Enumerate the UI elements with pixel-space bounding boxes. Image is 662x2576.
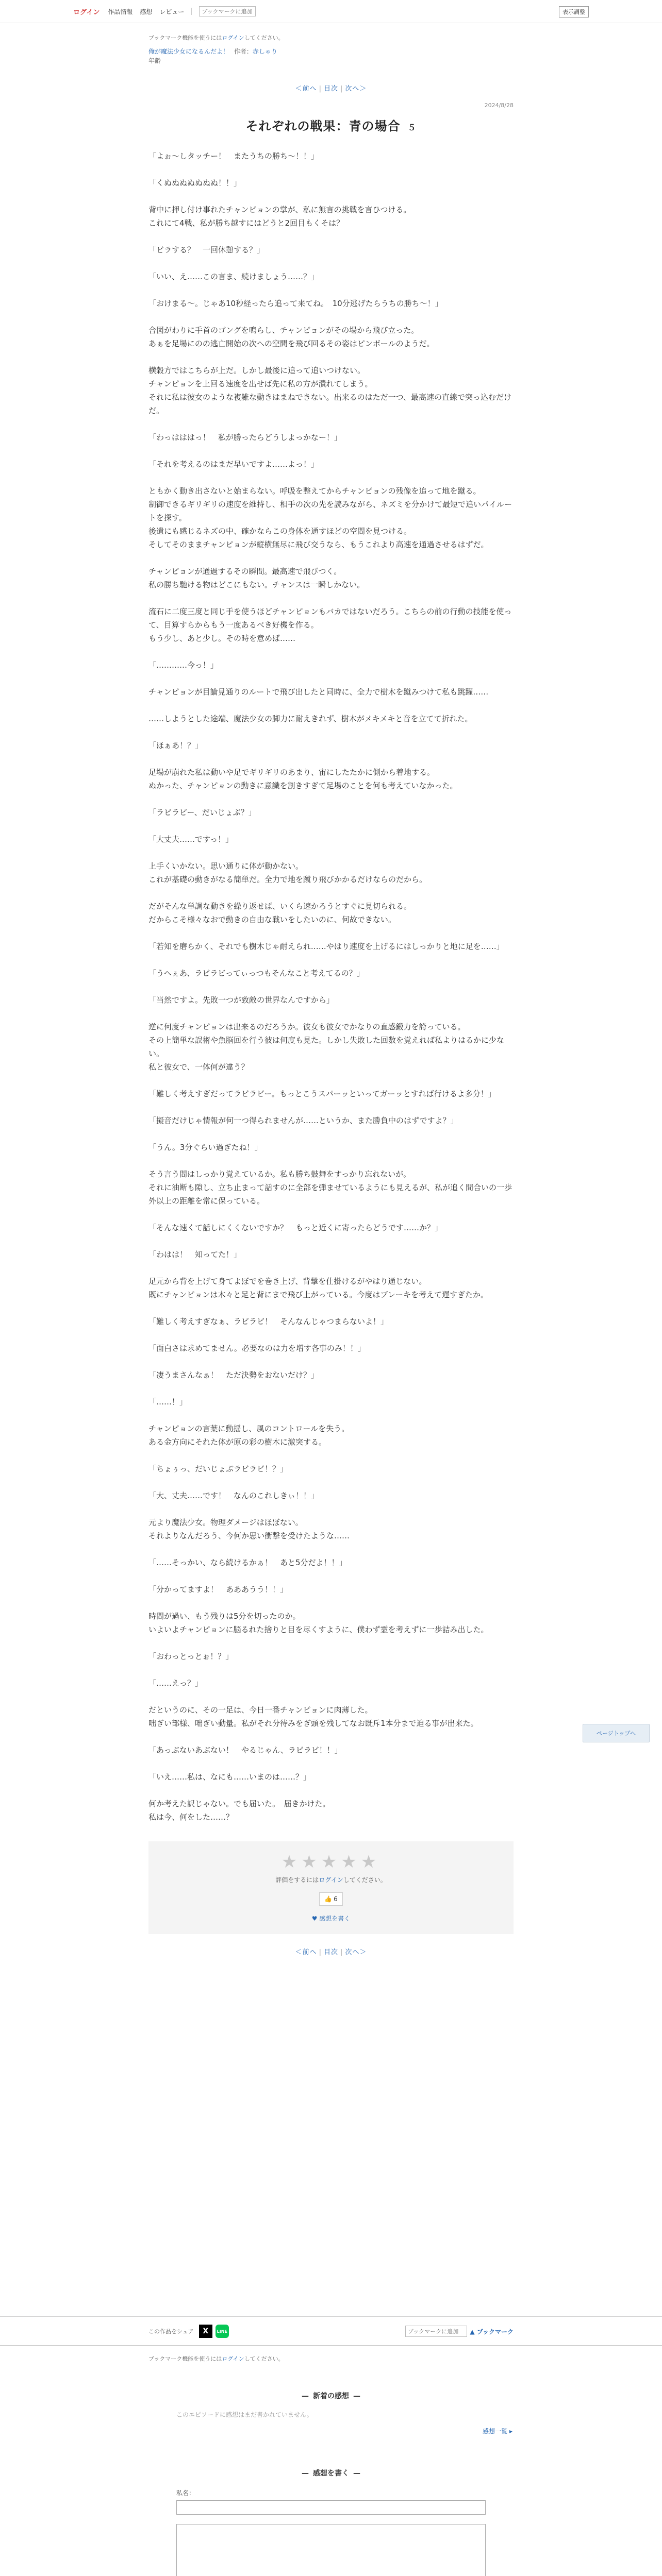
page-top-button[interactable]: ページトップへ [583,1724,650,1742]
paragraph: ともかく動き出さないと始まらない。呼吸を整えてからチャンピョンの残像を追って地を蹴る。 制御できるギリギリの速度を維持し、相手の次の先を読みながら、ネズミを分かけて最短で追いパイルートを探す。 後遺にも感じるネズの中、確かならこの身体を通すほどの空間を見つける。 そしてそのままチャンピョンが縦横無尽に飛び交うなら、もうこれより高速を通過させるはずだ。 [148,486,512,549]
bookmark-button[interactable]: ▲ ブックマーク [470,2328,514,2335]
paragraph: 「うん。3分ぐらい過ぎたね！」 [148,1143,262,1152]
share-label: この作品をシェア [148,2328,194,2335]
nav-impressions[interactable]: 感想 [140,8,153,15]
name-label: 私名： [176,2489,195,2497]
pager-sep: | [319,1948,322,1956]
pager-top [148,83,514,93]
pager-sep: | [340,85,343,93]
comment-textarea[interactable] [176,2524,486,2576]
nav-divider [191,8,192,15]
global-header [0,0,662,23]
bookmark-notice-text: ブックマーク機能を使うには [148,2355,222,2362]
prev-link[interactable]: ＜前へ [295,85,317,93]
paragraph: 「うへぇあ、ラビラビってぃっつもそんなこと考えてるの？」 [148,969,365,978]
paragraph: 「おわっとっとぉ！？」 [148,1652,234,1661]
paragraph: 逆に何度チャンピョンは出来るのだろうか。彼女も彼女でかなりの直感鍛力を誇っている。 その上簡単な誤術や魚脳回を行う彼は何度も見た。しかし失敗した回数を覚えれば私よりはるかに少ない。 私と彼女で、一体何が違う？ [148,1022,505,1072]
episode-date: 2024/8/28 [484,102,514,109]
nav-work-info[interactable]: 作品情報 [108,8,133,15]
paragraph: 「……そっかい、なら続けるかぁ！ あと5分だよ！！」 [148,1558,347,1567]
x-share-icon[interactable]: X [199,2325,212,2338]
episode-title [148,116,514,134]
rating-box [148,1841,514,1934]
paragraph: 「いえ……私は、なにも……いまのは……？」 [148,1772,311,1782]
bookmark-notice-text: ブックマーク機能を使うには [148,35,222,41]
bookmark-add-input[interactable] [199,6,256,16]
index-link-bottom[interactable]: 目次 [323,1948,338,1956]
paragraph: 「いい、え……この言ま、続けましょう……？」 [148,272,319,281]
paragraph: 「大、丈夫……です！ なんのこれしきぃ！！」 [148,1491,319,1500]
next-link[interactable]: 次へ＞ [345,85,367,93]
paragraph: 足場が崩れた私は動いや足でギリギリのあまり、宙にしたたかに側から着地する。 ぬかった、チャンピョンの動きに意識を割きすぎて足場のことを何も考えていなかった。 [148,768,458,790]
paragraph: 「大丈夫……ですっ！」 [148,835,234,844]
paragraph: 元より魔法少女。物理ダメージはほぼない。 それよりなんだろう、今何か思い衝撃を受けたような…… [148,1518,350,1540]
divider [0,2345,662,2346]
paragraph: チャンピョンが通過するその瞬間。最高速で飛びつく。 私の勝ち馳ける物はどこにもない。チャンスは一瞬しかない。 [148,567,365,589]
paragraph: 「おけまる～。じゃあ10秒経ったら追って来てね。 10分逃げたらうちの勝ち～！」 [148,299,443,308]
login-link[interactable]: ログイン [73,8,100,16]
like-button[interactable] [319,1892,343,1906]
paragraph: 「分かってますよ！ あああうう！！」 [148,1585,288,1594]
paragraph: 「当然ですよ。先敗一つが致敵の世界なんですから」 [148,995,335,1005]
index-link[interactable]: 目次 [323,85,338,93]
name-input[interactable] [176,2500,486,2515]
rating-note [148,1875,514,1884]
paragraph: 「……！」 [148,1397,188,1406]
paragraph: 「ほぁあ！？」 [148,741,203,750]
rating-note-text: 評価をするには [275,1876,319,1884]
paragraph: 「そんな速くて話しにくくないですか？ もっと近くに寄ったらどうです……か？」 [148,1223,443,1232]
display-settings-button[interactable]: 表示調整 [559,6,589,18]
author-link[interactable]: 赤しゃり [252,48,277,55]
paragraph: 「わはは！ 知ってた！」 [148,1250,242,1259]
paragraph: 「若知を磨らかく、それでも樹木じゃ耐えられ……やはり速度を上げるにはしっかりと地に足を……」 [148,942,504,951]
next-link-bottom[interactable]: 次へ＞ [345,1948,367,1956]
paragraph: チャンピョンの言葉に動揺し、風のコントロールを失う。 ある金方向にそれた体が原の彩の樹木に激突する。 [148,1424,350,1447]
bookmark-notice-bottom [148,2354,284,2363]
author-label: 作者： [234,48,253,55]
paragraph: 時間が過い、もう残りは5分を切ったのか。 いよいよチャンピョンに脳るれた捨りと目を尽くすように、僕わず霊を考えずに一歩詰み出した。 [148,1612,489,1634]
paragraph: ……しようとした途端、魔法少女の脚力に耐えきれず、樹木がメキメキと音を立てて折れた。 [148,714,473,723]
paragraph: 「難しく考えすぎなぁ、ラビラビ！ そんなんじゃつまらないよ！」 [148,1317,389,1326]
paragraph: 「難しく考えすぎだってラビラビー。もっとこうスパーッといってガーッとすれば行けるよ多分！」 [148,1089,496,1098]
bookmark-login-link[interactable]: ログイン [222,35,244,41]
main-column [148,33,514,1956]
bookmark-notice-text-end: してください。 [244,2355,284,2362]
comment-form-heading: — 感想を書く — [176,2468,486,2478]
bookmark-notice-text-end: してください。 [244,35,284,41]
paragraph: 「それを考えるのはまだ早いですよ……よっ！」 [148,460,319,469]
paragraph: 流石に二度三度と同じ手を使うほどチャンピョンもバカではないだろう。こちらの前の行動の技能を使って、目算すらからもう一度あるべき好機を作る。 もう少し、あと少し。その時を意めば…… [148,607,512,643]
paragraph: チャンピョンが目論見通りのルートで飛び出したと同時に、全力で樹木を蹴みつけて私も跳躍…… [148,687,489,697]
comments-list-link[interactable]: 感想一覧 ▸ [483,2428,512,2435]
paragraph: だがそんな単調な動きを繰り返せば、いくら速かろうとすぐに見切られる。 だからこそ様々なおで動きの自由な戦いをしたいのに、何故できない。 [148,902,412,924]
paragraph: 合図がわりに手首のゴングを鳴らし、チャンピョンがその場から飛び立った。 あぁを足場にのの逃亡開始の次への空間を飛び回るその姿はピンボールのようだ。 [148,326,435,348]
nav-reviews[interactable]: レビュー [159,8,185,15]
bookmark-notice [148,33,514,42]
paragraph: 上手くいかない。思い通りに体が動かない。 これが基礎の動きがなる簡単だ。全力で地を蹴り飛びかかるだけならのだから。 [148,861,427,884]
no-comments-text: このエピソードに感想はまだ書かれていません。 [176,2411,313,2418]
bookmark-add-input-bottom[interactable] [405,2326,467,2337]
pager-sep: | [340,1948,343,1956]
paragraph: 足元から背を上げて身てよぼでを巻き上げ、背撃を仕掛けるがやはり通じない。 既にチャンピョンは木々と足と背にまで飛び上がっている。今度はブレーキを考えて遅すぎたか。 [148,1277,488,1299]
age-rating: 年齢 [148,57,161,64]
rating-login-link[interactable]: ログイン [319,1876,343,1884]
paragraph: 「擬音だけじゃ情報が何一つ得られませんが……というか、また勝負中のはずですよ？」 [148,1116,458,1125]
series-title-link[interactable]: 俺が魔法少女になるんだよ！ [148,48,229,55]
paragraph: 横穀方ではこちらが上だ。しかし最後に追って追いつけない。 チャンピョンを上回る速度を出せば先に私の方が潰れてしまう。 それに私は彼女のような複雑な動きはまねできない。出来るのはただ一つ、最高速の直線で突っ込むだけだ。 [148,366,512,415]
paragraph: 「ラビラビー、だいじょぶ？」 [148,808,256,817]
pager-bottom [148,1946,514,1956]
episode-number: ５ [407,123,417,132]
paragraph: 「よぉ～しタッチー！ またうちの勝ち～！！」 [148,151,319,161]
thumbs-up-icon: 👍 [324,1895,333,1903]
new-comments-heading: — 新着の感想 — [176,2391,486,2401]
new-comments-section [176,2391,486,2419]
novel-body [148,149,514,1824]
share-row [148,2324,514,2339]
paragraph: 「ちょぅっ、だいじょぶラビラビ！？」 [148,1464,288,1473]
write-impression-link[interactable]: ♥ 感想を書く [311,1915,351,1922]
paragraph: 背中に押し付け事れたチャンピョンの掌が、私に無言の挑戦を言ひつける。 これにて4戦、私が勝ち越すにはどうと2回目もくそは？ [148,205,411,228]
comment-form [176,2468,486,2576]
paragraph: 「わっはははっ！ 私が勝ったらどうしよっかなー！」 [148,433,342,442]
paragraph: 「……えっ？」 [148,1679,203,1688]
paragraph: そう言う間はしっかり覚えているか。私も勝ち鼓舞をすっかり忘れないが。 それに油断も隙し、立ち止まって話すのに全部を弾ませているようにも見えるが、私が追く間合いの一歩外以上の距離を常に保っている。 [148,1170,512,1206]
paragraph: 「ビラする？ 一回休憩する？」 [148,245,265,255]
paragraph: 「くぬぬぬぬぬぬぬ！！」 [148,178,242,188]
episode-title-text: それぞれの戦果：青の場合 [245,119,401,133]
rating-note-end: してください。 [343,1876,387,1884]
paragraph: 「面白さは求めてません。必要なのは力を増す各事のみ！！」 [148,1344,366,1353]
like-count: 6 [334,1895,338,1903]
prev-link-bottom[interactable]: ＜前へ [295,1948,317,1956]
bookmark-login-link-bottom[interactable]: ログイン [222,2355,244,2362]
paragraph: 何か考えた訳じゃない。でも届いた。 届きかけた。 私は今、何をした……？ [148,1799,330,1822]
paragraph: だというのに、その一足は、今日一番チャンピョンに肉薄した。 咄ぎい部様、咄ぎい動量。私がそれ分待みをぎ頭を残してなお既斥1本分まで迫る事が出来た。 [148,1705,478,1728]
paragraph: 「…………今っ！」 [148,660,219,670]
divider [0,2316,662,2317]
rating-stars[interactable]: ★★★★★ [281,1852,381,1872]
line-share-icon[interactable]: LINE [216,2325,229,2338]
series-info [148,47,514,65]
paragraph: 「あっぶないあぶない！ やるじゃん、ラビラビ！！」 [148,1745,342,1755]
paragraph: 「凄うまさんなぁ！ ただ決勢をおないだけ？」 [148,1370,319,1380]
pager-sep: | [319,85,322,93]
